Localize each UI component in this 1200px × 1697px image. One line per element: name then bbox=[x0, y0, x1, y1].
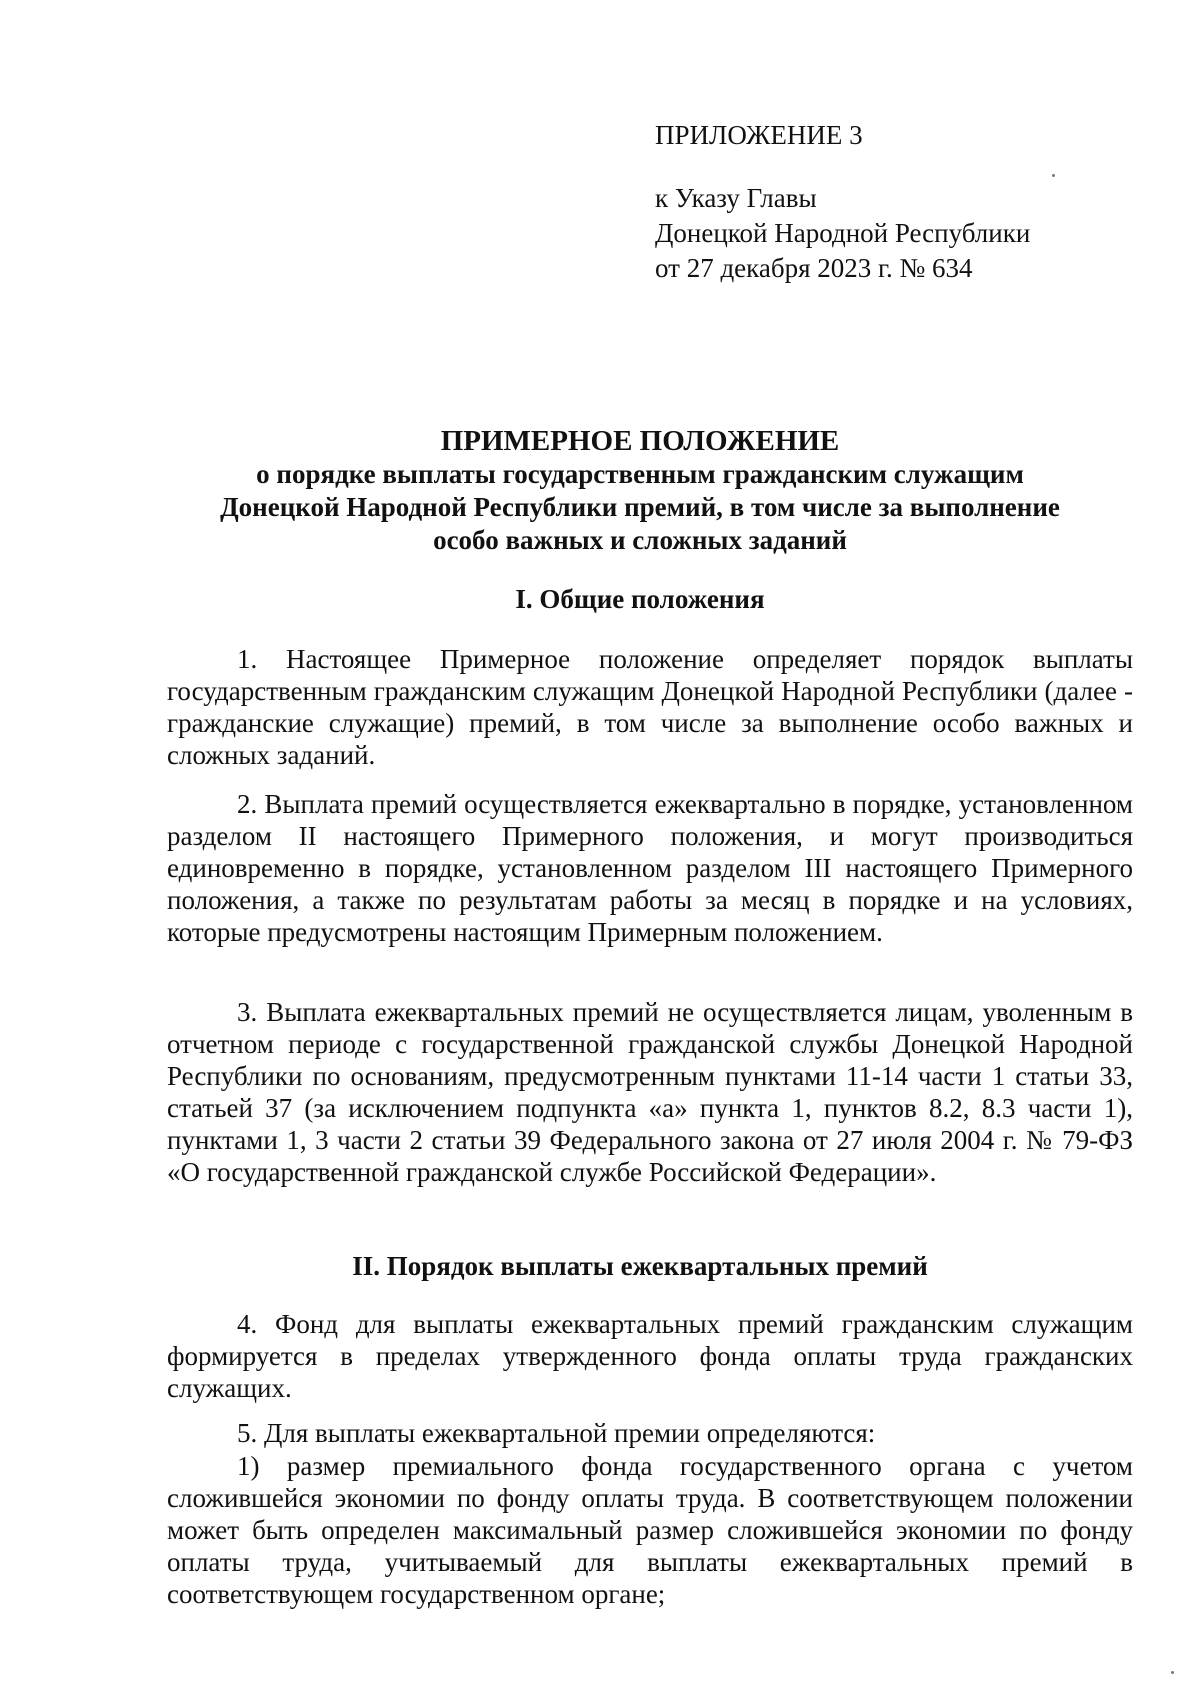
paragraph-3: 3. Выплата ежеквартальных премий не осуществляется лицам, уволенным в отчетном периоде с государственной гражданской службы Донецкой Народной Республики по основаниям, предусмотренным пунктами 11-14 части 1 статьи 33, статьей 37 (за исключением подпункта «а» пункта 1, пунктов 8.2, 8.3 части 1), пунктами 1, 3 части 2 статьи 39 Федерального закона от 27 июля 2004 г. № 79-ФЗ «О государственной гражданской службе Российской Федерации». bbox=[167, 997, 1133, 1187]
scan-speck bbox=[1171, 1671, 1174, 1674]
appendix-line-3: от 27 декабря 2023 г. № 634 bbox=[655, 253, 973, 283]
paragraph-4: 4. Фонд для выплаты ежеквартальных премий гражданским служащим формируется в пределах утвержденного фонда оплаты труда гражданских служащих. bbox=[167, 1309, 1133, 1403]
document-title bbox=[160, 425, 1120, 557]
appendix-line-1: к Указу Главы bbox=[655, 183, 817, 213]
document-title-line-3: особо важных и сложных заданий bbox=[433, 525, 847, 555]
paragraph-2: 2. Выплата премий осуществляется ежеквартально в порядке, установленном разделом II настоящего Примерного положения, и могут производиться единовременно в порядке, установленном разделом III настоящего Примерного положения, а также по результатам работы за месяц в порядке и на условиях, которые предусмотрены настоящим Примерным положением. bbox=[167, 789, 1133, 947]
scan-speck bbox=[1052, 174, 1055, 177]
section-heading-1: I. Общие положения bbox=[515, 584, 765, 614]
paragraph-5: 5. Для выплаты ежеквартальной премии определяются: bbox=[237, 1418, 876, 1448]
document-title-main: ПРИМЕРНОЕ ПОЛОЖЕНИЕ bbox=[440, 425, 840, 457]
paragraph-1: 1. Настоящее Примерное положение определяет порядок выплаты государственным гражданским служащим Донецкой Народной Республики (далее - гражданские служащие) премий, в том числе за выполнение особо важных и сложных заданий. bbox=[167, 644, 1133, 770]
section-heading-2: II. Порядок выплаты ежеквартальных премий bbox=[352, 1251, 928, 1281]
document-title-line-2: Донецкой Народной Республики премий, в том числе за выполнение bbox=[220, 492, 1060, 522]
paragraph-5-item-1: 1) размер премиального фонда государственного органа с учетом сложившейся экономии по фонду оплаты труда. В соответствующем положении может быть определен максимальный размер сложившейся экономии по фонду оплаты труда, учитываемый для выплаты ежеквартальных премий в соответствующем государственном органе; bbox=[167, 1451, 1133, 1609]
document-title-line-1: о порядке выплаты государственным гражданским служащим bbox=[256, 459, 1024, 489]
appendix-block bbox=[655, 118, 1030, 286]
appendix-line-2: Донецкой Народной Республики bbox=[655, 218, 1031, 248]
appendix-title: ПРИЛОЖЕНИЕ 3 bbox=[655, 120, 863, 150]
